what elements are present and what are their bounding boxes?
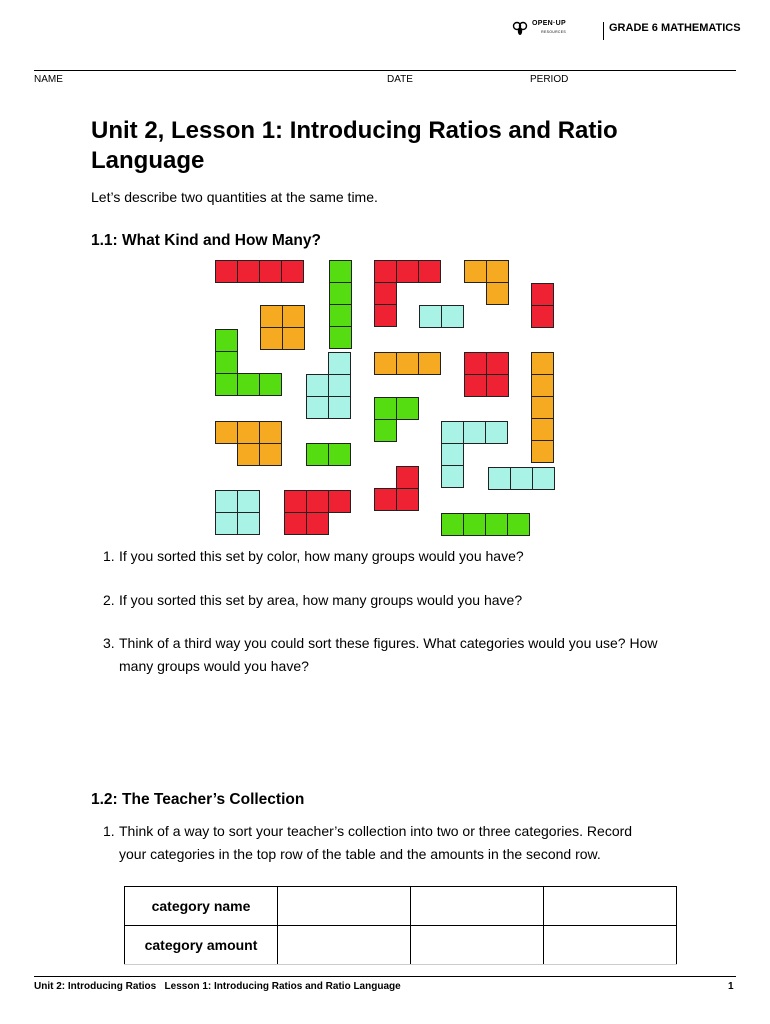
green-polyomino <box>374 397 420 443</box>
unit-square <box>419 353 441 375</box>
unit-square <box>442 422 464 444</box>
green-polyomino <box>329 260 353 350</box>
unit-square <box>282 261 304 283</box>
unit-square <box>329 444 351 466</box>
question-1-1 <box>103 545 663 568</box>
unit-square <box>532 353 554 375</box>
unit-square <box>487 261 509 283</box>
red-polyomino <box>284 490 352 536</box>
category-table <box>124 886 677 965</box>
green-polyomino <box>441 513 531 537</box>
unit-square <box>397 467 419 489</box>
unit-square <box>260 374 282 396</box>
unit-square <box>508 514 530 536</box>
question-2-1 <box>103 820 663 866</box>
unit-square <box>307 491 329 513</box>
unit-square <box>307 397 329 419</box>
red-polyomino <box>464 352 510 398</box>
footer-title: Unit 2: Introducing Ratios Lesson 1: Introducing Ratios and Ratio Language <box>34 981 401 992</box>
unit-square <box>216 422 238 444</box>
question-number: 3. <box>103 635 115 651</box>
unit-square <box>307 513 329 535</box>
unit-square <box>420 306 442 328</box>
unit-square <box>238 491 260 513</box>
unit-square <box>375 305 397 327</box>
open-up-logo <box>512 20 566 36</box>
unit-square <box>216 513 238 535</box>
unit-square <box>329 375 351 397</box>
cyan-polyomino <box>306 352 352 420</box>
unit-square <box>216 374 238 396</box>
unit-square <box>532 441 554 463</box>
unit-square <box>511 468 533 490</box>
green-polyomino <box>215 329 283 397</box>
unit-square <box>464 514 486 536</box>
unit-square <box>238 261 260 283</box>
header-rule <box>34 70 736 71</box>
unit-square <box>487 375 509 397</box>
unit-square <box>329 397 351 419</box>
orange-polyomino <box>215 421 283 467</box>
green-polyomino <box>306 443 352 467</box>
category-amount-cell[interactable] <box>278 926 411 965</box>
unit-square <box>375 398 397 420</box>
question-text: If you sorted this set by color, how many groups would you have? <box>119 548 524 564</box>
question-text: If you sorted this set by area, how many groups would you have? <box>119 592 523 608</box>
category-name-row <box>125 887 677 926</box>
unit-square <box>307 375 329 397</box>
footer-rule <box>34 976 736 977</box>
unit-square <box>486 422 508 444</box>
unit-square <box>260 261 282 283</box>
unit-square <box>532 284 554 306</box>
unit-square <box>260 422 282 444</box>
unit-square <box>532 397 554 419</box>
category-amount-cell[interactable] <box>411 926 544 965</box>
unit-square <box>238 422 260 444</box>
date-label: DATE <box>387 74 413 85</box>
unit-square <box>330 261 352 283</box>
question-1-3 <box>103 632 663 678</box>
question-1-2 <box>103 589 663 612</box>
unit-square <box>216 261 238 283</box>
name-label: NAME <box>34 74 63 85</box>
unit-square <box>330 305 352 327</box>
category-name-cell[interactable] <box>411 887 544 926</box>
unit-square <box>329 353 351 375</box>
red-polyomino <box>531 283 555 329</box>
unit-square <box>216 352 238 374</box>
unit-square <box>465 353 487 375</box>
unit-square <box>465 261 487 283</box>
unit-square <box>532 375 554 397</box>
category-name-cell[interactable] <box>544 887 677 926</box>
brand-name: OPEN·UP <box>532 20 566 27</box>
unit-square <box>489 468 511 490</box>
unit-square <box>285 491 307 513</box>
unit-square <box>397 489 419 511</box>
category-name-cell[interactable] <box>278 887 411 926</box>
unit-square <box>486 514 508 536</box>
unit-square <box>285 513 307 535</box>
bee-logo-icon <box>512 20 528 36</box>
section-1-heading: 1.1: What Kind and How Many? <box>91 232 321 249</box>
unit-square <box>532 419 554 441</box>
cyan-polyomino <box>419 305 465 329</box>
unit-square <box>442 306 464 328</box>
unit-square <box>375 283 397 305</box>
brand-sub: RESOURCES <box>541 30 566 34</box>
orange-polyomino <box>531 352 555 464</box>
unit-square <box>283 328 305 350</box>
red-polyomino <box>374 466 420 512</box>
question-text: Think of a way to sort your teacher’s collection into two or three categories. Record your categories in the top row of the table and the amounts in the second row. <box>119 823 633 862</box>
unit-square <box>307 444 329 466</box>
lesson-title: Unit 2, Lesson 1: Introducing Ratios and Ratio Language <box>91 117 618 174</box>
unit-square <box>397 353 419 375</box>
unit-square <box>397 261 419 283</box>
unit-square <box>283 306 305 328</box>
grade-label: GRADE 6 MATHEMATICS <box>609 22 741 34</box>
question-text: Think of a third way you could sort these figures. What categories would you use? How many groups would you have? <box>119 635 658 674</box>
cyan-polyomino <box>215 490 261 536</box>
unit-square <box>238 444 260 466</box>
unit-square <box>465 375 487 397</box>
question-number: 1. <box>103 823 115 839</box>
category-amount-label: category amount <box>125 926 278 965</box>
brand-text <box>532 20 566 36</box>
unit-square <box>487 283 509 305</box>
unit-square <box>216 491 238 513</box>
category-amount-row <box>125 926 677 965</box>
unit-square <box>532 306 554 328</box>
category-amount-cell[interactable] <box>544 926 677 965</box>
unit-square <box>216 330 238 352</box>
section-2-heading: 1.2: The Teacher’s Collection <box>91 791 305 808</box>
category-name-label: category name <box>125 887 278 926</box>
question-number: 2. <box>103 592 115 608</box>
unit-square <box>375 420 397 442</box>
unit-square <box>375 261 397 283</box>
unit-square <box>375 353 397 375</box>
question-number: 1. <box>103 548 115 564</box>
unit-square <box>238 513 260 535</box>
unit-square <box>442 444 464 466</box>
unit-square <box>330 327 352 349</box>
period-label: PERIOD <box>530 74 569 85</box>
unit-square <box>442 514 464 536</box>
orange-polyomino <box>464 260 510 306</box>
header-divider <box>603 22 604 40</box>
unit-square <box>419 261 441 283</box>
unit-square <box>260 444 282 466</box>
unit-square <box>397 398 419 420</box>
unit-square <box>487 353 509 375</box>
unit-square <box>375 489 397 511</box>
unit-square <box>261 306 283 328</box>
lesson-intro: Let’s describe two quantities at the same time. <box>91 189 378 205</box>
unit-square <box>533 468 555 490</box>
page-number: 1 <box>728 981 734 992</box>
unit-square <box>330 283 352 305</box>
unit-square <box>442 466 464 488</box>
unit-square <box>464 422 486 444</box>
cyan-polyomino <box>488 467 556 491</box>
unit-square <box>238 374 260 396</box>
red-polyomino <box>215 260 305 284</box>
unit-square <box>329 491 351 513</box>
orange-polyomino <box>374 352 442 376</box>
